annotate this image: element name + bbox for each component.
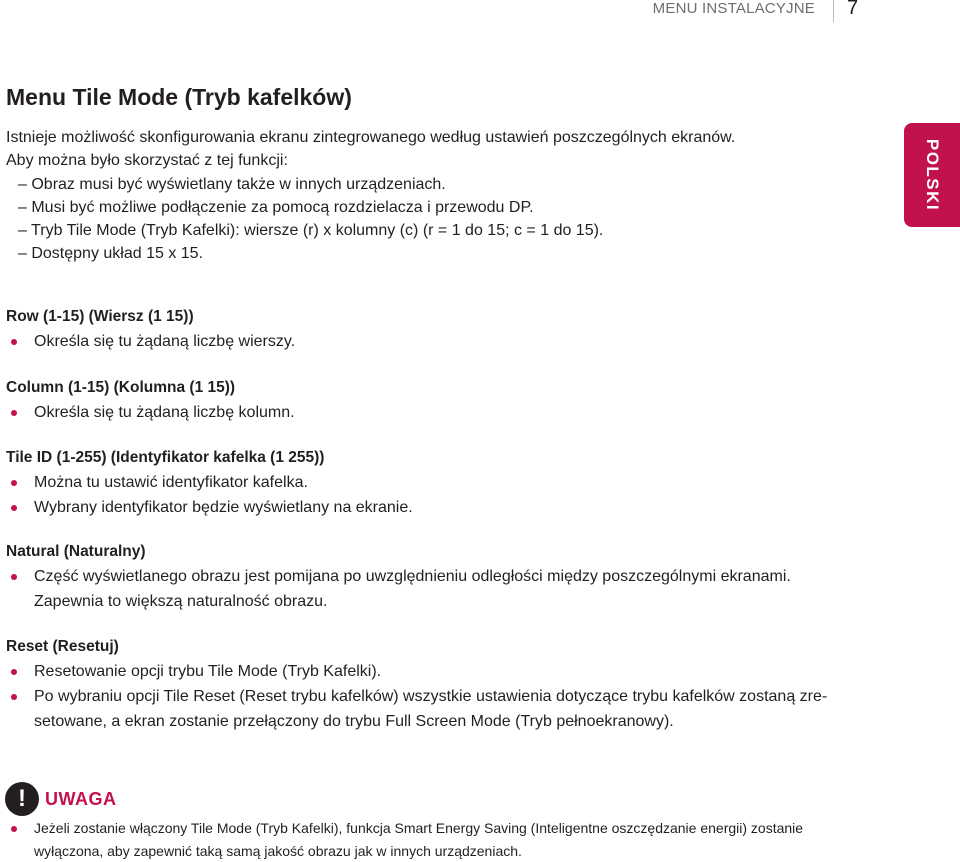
- bullet-item: [6, 400, 886, 425]
- section-column: [6, 376, 886, 425]
- warning-bullet: [6, 817, 874, 862]
- intro-line: Aby można było skorzystać z tej funkcji:: [6, 152, 288, 170]
- language-tab-label: POLSKI: [923, 138, 943, 212]
- bullet-text: Określa się tu żądaną liczbę kolumn.: [34, 404, 295, 421]
- section-tile-id: [6, 446, 886, 520]
- page-number: 7: [847, 0, 859, 19]
- bullet-item: [6, 659, 886, 684]
- bullet-text: Resetowanie opcji trybu Tile Mode (Tryb Kafelki).: [34, 663, 382, 680]
- section-heading: Reset (Resetuj): [6, 638, 119, 655]
- bullet-dot: [11, 694, 17, 700]
- bullet-dot: [11, 339, 17, 345]
- bullet-text: Część wyświetlanego obrazu jest pomijana po uwzględnieniu odległości między poszczególnymi ekranami. Zapewnia to większą naturalność obrazu.: [34, 568, 791, 610]
- header-divider: [833, 0, 834, 22]
- intro-requirement: – Tryb Tile Mode (Tryb Kafelki): wiersze (r) x kolumny (c) (r = 1 do 15; c = 1 do 15).: [18, 222, 604, 240]
- exclamation-icon: !: [5, 782, 39, 816]
- bullet-item: [6, 329, 886, 354]
- bullet-text: Można tu ustawić identyfikator kafelka.: [34, 474, 308, 491]
- section-reset: [6, 635, 886, 734]
- bullet-dot: [11, 574, 17, 580]
- bullet-text: Jeżeli zostanie włączony Tile Mode (Tryb Kafelki), funkcja Smart Energy Saving (Inteligentne oszczędzanie energii) zostanie wyłączona, aby zapewnić taką samą jakość obrazu jak w innych urządzeniach.: [34, 820, 804, 859]
- warning-block: [6, 817, 866, 862]
- warning-label: UWAGA: [45, 789, 117, 809]
- bullet-dot: [11, 826, 17, 832]
- section-heading: Row (1-15) (Wiersz (1 15)): [6, 308, 194, 325]
- header-section-title: MENU INSTALACYJNE: [652, 0, 815, 17]
- section-row: [6, 305, 886, 354]
- section-heading: Tile ID (1-255) (Identyfikator kafelka (1 255)): [6, 449, 325, 466]
- bullet-text: Wybrany identyfikator będzie wyświetlany na ekranie.: [34, 499, 413, 516]
- bullet-text: Określa się tu żądaną liczbę wierszy.: [34, 333, 296, 350]
- intro-requirement: – Dostępny układ 15 x 15.: [18, 245, 204, 263]
- bullet-dot: [11, 669, 17, 675]
- page-header: [0, 0, 960, 22]
- intro-requirement: – Obraz musi być wyświetlany także w innych urządzeniach.: [18, 175, 446, 193]
- intro-requirement: – Musi być możliwe podłączenie za pomocą rozdzielacza i przewodu DP.: [18, 198, 534, 216]
- bullet-text: Po wybraniu opcji Tile Reset (Reset trybu kafelków) wszystkie ustawienia dotyczące trybu kafelków zostaną zre-setowane, a ekran zostanie przełączony do trybu Full Screen Mode (Tryb pełnoekranowy).: [34, 688, 828, 730]
- bullet-item: [6, 495, 886, 520]
- section-heading: Natural (Naturalny): [6, 543, 146, 560]
- intro-line: Istnieje możliwość skonfigurowania ekranu zintegrowanego według ustawień poszczególnych ekranów.: [6, 129, 736, 146]
- bullet-dot: [11, 480, 17, 486]
- bullet-item: [6, 470, 886, 495]
- bullet-item: [6, 564, 844, 614]
- bullet-dot: [11, 505, 17, 511]
- bullet-dot: [11, 410, 17, 416]
- bullet-item: [6, 684, 869, 734]
- intro-block: [6, 126, 826, 266]
- section-natural: [6, 540, 886, 614]
- page-title: Menu Tile Mode (Tryb kafelków): [6, 84, 352, 110]
- section-heading: Column (1-15) (Kolumna (1 15)): [6, 379, 236, 396]
- language-tab: [904, 123, 960, 227]
